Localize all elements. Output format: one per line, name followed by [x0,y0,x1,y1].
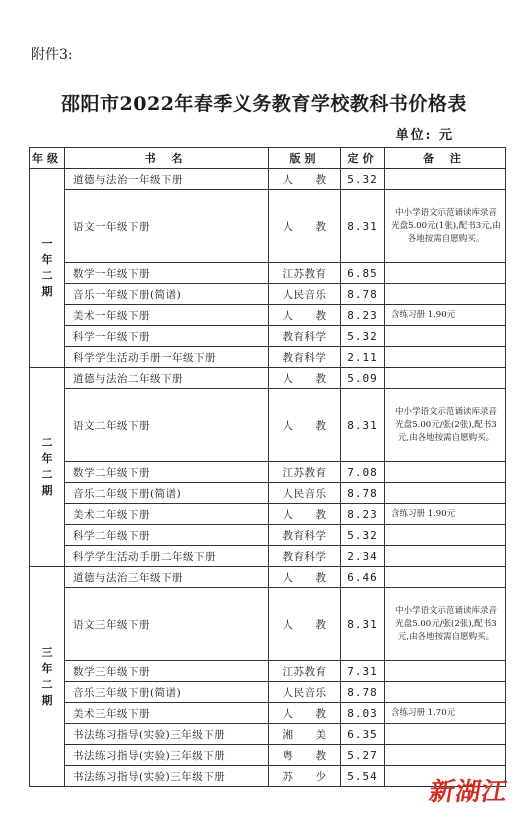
grade-char: 期 [41,285,53,298]
note-cell [385,284,506,305]
table-row [30,745,506,766]
header-grade: 年级 [30,148,65,169]
price-cell: 6.85 [341,263,385,284]
book-title-cell: 数学三年级下册 [65,661,269,682]
book-title-cell: 书法练习指导(实验)三年级下册 [65,745,269,766]
note-cell: 中小学语文示范诵读库录音光盘5.00元(1张),配书3元,由各地按需自愿购买。 [385,190,506,263]
grade-char: 年 [41,452,53,465]
price-cell: 2.11 [341,347,385,368]
watermark-logo: 新湖江 [427,777,511,806]
price-cell: 8.23 [341,504,385,525]
grade-char: 期 [41,693,53,707]
note-cell: 中小学语文示范诵读库录音光盘5.00元/张(2张),配书3元,由各地按需自愿购买。 [385,389,506,462]
attachment-label: 附件3: [31,47,73,63]
header-book: 书 名 [65,148,269,169]
book-title-cell: 科学学生活动手册一年级下册 [65,347,269,368]
table-row [30,284,506,305]
grade-char: 三 [41,645,53,659]
publisher-cell: 湘 美 [269,724,341,745]
book-title-cell: 数学一年级下册 [65,263,269,284]
book-title-cell: 美术三年级下册 [65,703,269,724]
grade-char: 二 [41,436,53,449]
table-row [30,525,506,546]
book-title-cell: 道德与法治二年级下册 [65,368,269,389]
price-cell: 5.32 [341,525,385,546]
note-cell: 中小学语文示范诵读库录音光盘5.00元/张(2张),配书3元,由各地按需自愿购买。 [385,588,506,661]
grade-char: 年 [41,661,53,675]
publisher-cell: 江苏教育 [269,462,341,483]
publisher-cell: 人 教 [269,389,341,462]
table-row [30,389,506,462]
note-cell [385,483,506,504]
table-row [30,305,506,326]
book-title-cell: 道德与法治一年级下册 [65,169,269,190]
note-cell [385,263,506,284]
note-cell [385,326,506,347]
table-row [30,661,506,682]
book-title-cell: 科学二年级下册 [65,525,269,546]
price-cell: 5.32 [341,326,385,347]
table-row [30,169,506,190]
publisher-cell: 人民音乐 [269,483,341,504]
price-cell: 5.27 [341,745,385,766]
grade-cell [30,169,65,368]
table-row [30,368,506,389]
table-row [30,504,506,525]
price-cell: 8.23 [341,305,385,326]
publisher-cell: 人 教 [269,567,341,588]
table-row [30,190,506,263]
header-note: 备 注 [385,148,506,169]
header-price: 定价 [341,148,385,169]
grade-char: 一 [41,237,53,250]
table-row [30,724,506,745]
publisher-cell: 人 教 [269,703,341,724]
book-title-cell: 数学二年级下册 [65,462,269,483]
price-cell: 6.35 [341,724,385,745]
book-title-cell: 美术二年级下册 [65,504,269,525]
price-cell: 8.78 [341,682,385,703]
header-publisher: 版别 [269,148,341,169]
publisher-cell: 教育科学 [269,546,341,567]
price-cell: 8.78 [341,483,385,504]
price-cell: 8.31 [341,190,385,263]
table-row [30,682,506,703]
grade-char: 二 [41,677,53,691]
book-title-cell: 语文一年级下册 [65,190,269,263]
table-header-row [30,148,506,169]
note-cell [385,462,506,483]
publisher-cell: 人 教 [269,368,341,389]
price-cell: 6.46 [341,567,385,588]
publisher-cell: 人民音乐 [269,284,341,305]
book-title-cell: 科学一年级下册 [65,326,269,347]
publisher-cell: 教育科学 [269,326,341,347]
note-cell: 含练习册 1.90元 [385,305,506,326]
price-cell: 7.08 [341,462,385,483]
table-row [30,263,506,284]
grade-cell [30,567,65,787]
publisher-cell: 粤 教 [269,745,341,766]
note-cell [385,567,506,588]
publisher-cell: 人 教 [269,169,341,190]
table-row [30,347,506,368]
table-row [30,588,506,661]
book-title-cell: 音乐一年级下册(简谱) [65,284,269,305]
price-cell: 5.09 [341,368,385,389]
book-title-cell: 美术一年级下册 [65,305,269,326]
price-cell: 5.54 [341,766,385,787]
note-cell [385,724,506,745]
publisher-cell: 教育科学 [269,347,341,368]
price-cell: 8.31 [341,588,385,661]
grade-char: 二 [41,269,53,282]
publisher-cell: 人民音乐 [269,682,341,703]
table-row [30,546,506,567]
publisher-cell: 人 教 [269,305,341,326]
price-cell: 8.31 [341,389,385,462]
book-title-cell: 语文二年级下册 [65,389,269,462]
note-cell [385,368,506,389]
publisher-cell: 苏 少 [269,766,341,787]
book-title-cell: 语文三年级下册 [65,588,269,661]
price-cell: 5.32 [341,169,385,190]
publisher-cell: 人 教 [269,588,341,661]
book-title-cell: 音乐二年级下册(简谱) [65,483,269,504]
note-cell: 含练习册 1.70元 [385,703,506,724]
grade-char: 年 [41,253,53,266]
price-table [29,147,506,787]
note-cell [385,745,506,766]
page-title: 邵阳市2022年春季义务教育学校教科书价格表 [61,93,467,115]
table-row [30,326,506,347]
table-row [30,483,506,504]
grade-cell [30,368,65,567]
table-row [30,703,506,724]
note-cell: 含练习册 1.90元 [385,504,506,525]
book-title-cell: 书法练习指导(实验)三年级下册 [65,724,269,745]
publisher-cell: 江苏教育 [269,263,341,284]
table-row [30,462,506,483]
publisher-cell: 江苏教育 [269,661,341,682]
book-title-cell: 书法练习指导(实验)三年级下册 [65,766,269,787]
table-body [30,169,506,787]
note-cell [385,546,506,567]
publisher-cell: 人 教 [269,504,341,525]
note-cell [385,661,506,682]
note-cell [385,169,506,190]
unit-label: 单位: 元 [395,128,454,143]
table-row [30,567,506,588]
book-title-cell: 音乐三年级下册(简谱) [65,682,269,703]
price-cell: 7.31 [341,661,385,682]
publisher-cell: 人 教 [269,190,341,263]
grade-char: 期 [41,484,53,497]
price-cell: 2.34 [341,546,385,567]
note-cell [385,347,506,368]
price-cell: 8.78 [341,284,385,305]
note-cell [385,682,506,703]
book-title-cell: 科学学生活动手册二年级下册 [65,546,269,567]
note-cell [385,525,506,546]
book-title-cell: 道德与法治三年级下册 [65,567,269,588]
publisher-cell: 教育科学 [269,525,341,546]
grade-char: 二 [41,468,53,481]
price-cell: 8.03 [341,703,385,724]
